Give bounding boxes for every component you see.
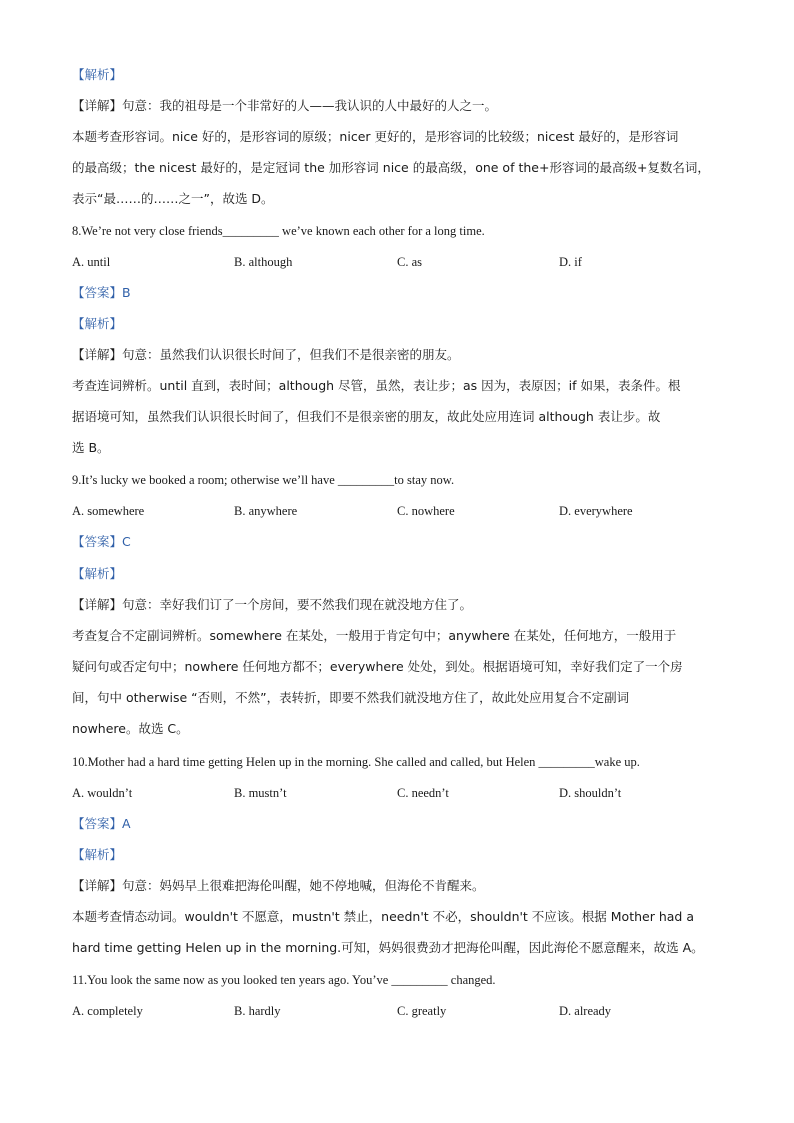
explanation-line: 的最高级；the nicest 最好的，是定冠词 the 加形容词 nice 的最高级，one of the+形容词的最高级+复数名词， (72, 160, 710, 175)
explanation-line: 表示“最……的……之一”，故选 D。 (72, 191, 274, 206)
option-d: D. shouldn’t (559, 786, 622, 800)
explanation-line: 【详解】句意：我的祖母是一个非常好的人——我认识的人中最好的人之一。 (72, 98, 498, 113)
option-c: C. greatly (397, 1004, 447, 1018)
section-label: 【答案】A (72, 816, 131, 831)
option-d: D. already (559, 1004, 612, 1018)
question-stem: 10.Mother had a hard time getting Helen up in the morning. She called and called, but Helen _________wake up. (72, 755, 640, 769)
option-a: A. somewhere (72, 504, 145, 518)
question-stem: 9.It’s lucky we booked a room; otherwise we’ll have _________to stay now. (72, 473, 455, 487)
option-a: A. wouldn’t (72, 786, 133, 800)
option-c: C. as (397, 255, 422, 269)
option-a: A. completely (72, 1004, 143, 1018)
option-c: C. needn’t (397, 786, 449, 800)
explanation-line: hard time getting Helen up in the morning.可知，妈妈很费劲才把海伦叫醒，因此海伦不愿意醒来，故选 A。 (72, 940, 704, 955)
section-label: 【解析】 (72, 847, 123, 862)
explanation-line: nowhere。故选 C。 (72, 721, 189, 736)
explanation-line: 【详解】句意：妈妈早上很难把海伦叫醒，她不停地喊，但海伦不肯醒来。 (72, 878, 485, 893)
option-b: B. although (234, 255, 293, 269)
option-d: D. everywhere (559, 504, 633, 518)
explanation-line: 考查复合不定副词辨析。somewhere 在某处，一般用于肯定句中；anywhere 在某处，任何地方，一般用于 (72, 628, 677, 643)
section-label: 【答案】C (72, 534, 131, 549)
section-label: 【解析】 (72, 566, 123, 581)
question-stem: 11.You look the same now as you looked ten years ago. You’ve _________ changed. (72, 973, 496, 987)
explanation-line: 【详解】句意：幸好我们订了一个房间，要不然我们现在就没地方住了。 (72, 597, 473, 612)
section-label: 【解析】 (72, 316, 123, 331)
section-label: 【答案】B (72, 285, 131, 300)
section-label: 【解析】 (72, 67, 123, 82)
explanation-line: 本题考查形容词。nice 好的，是形容词的原级；nicer 更好的，是形容词的比较级；nicest 最好的，是形容词 (72, 129, 679, 144)
option-a: A. until (72, 255, 111, 269)
explanation-line: 本题考查情态动词。wouldn't 不愿意，mustn't 禁止，needn't 不必，shouldn't 不应该。根据 Mother had a (72, 909, 694, 924)
explanation-line: 据语境可知，虽然我们认识很长时间了，但我们不是很亲密的朋友，故此处应用连词 although 表让步。故 (72, 409, 661, 424)
option-b: B. mustn’t (234, 786, 287, 800)
explanation-line: 疑问句或否定句中；nowhere 任何地方都不；everywhere 处处，到处。根据语境可知，幸好我们定了一个房 (72, 659, 683, 674)
explanation-line: 【详解】句意：虽然我们认识很长时间了，但我们不是很亲密的朋友。 (72, 347, 460, 362)
question-stem: 8.We’re not very close friends_________ we’ve known each other for a long time. (72, 224, 485, 238)
explanation-line: 选 B。 (72, 440, 110, 455)
option-d: D. if (559, 255, 582, 269)
explanation-line: 考查连词辨析。until 直到，表时间；although 尽管，虽然，表让步；as 因为，表原因；if 如果，表条件。根 (72, 378, 681, 393)
option-b: B. hardly (234, 1004, 281, 1018)
explanation-line: 间，句中 otherwise “否则，不然”，表转折，即要不然我们就没地方住了，故此处应用复合不定副词 (72, 690, 630, 705)
option-b: B. anywhere (234, 504, 298, 518)
option-c: C. nowhere (397, 504, 455, 518)
